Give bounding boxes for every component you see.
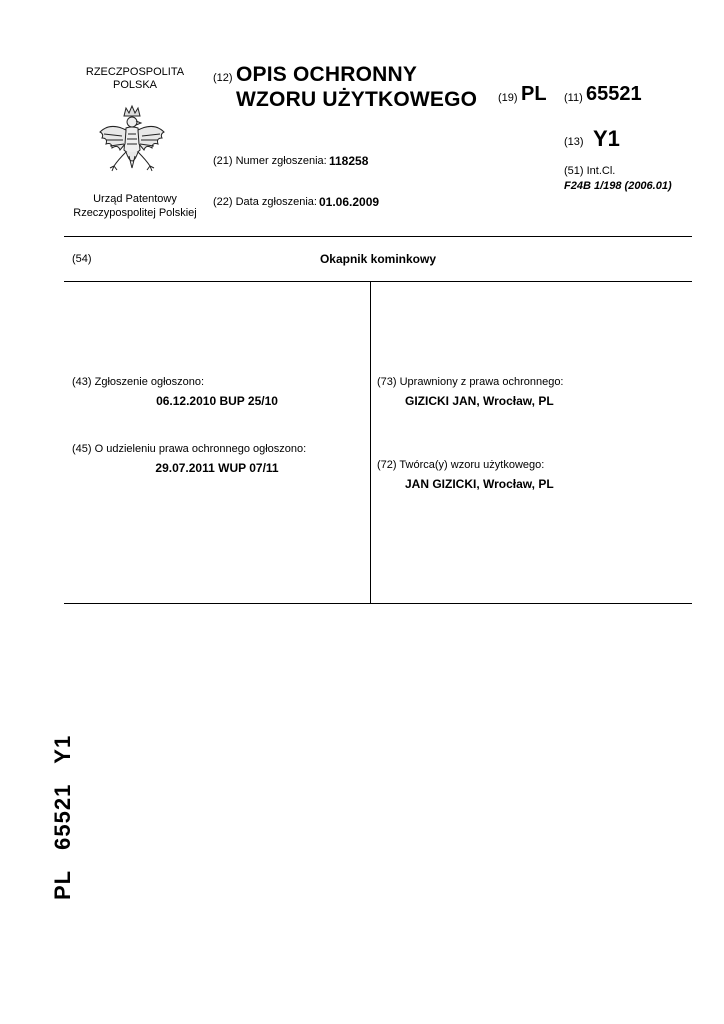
doc-title-line2: WZORU UŻYTKOWEGO	[236, 88, 478, 111]
owner-value: GIZICKI JAN, Wrocław, PL	[405, 394, 554, 408]
divider-bottom	[64, 603, 692, 604]
code-54: (54)	[72, 253, 92, 265]
divider-middle	[64, 281, 692, 282]
country-name	[70, 66, 200, 92]
utility-model-title: Okapnik kominkowy	[319, 252, 437, 266]
office-line1: Urząd Patentowy	[93, 193, 177, 205]
granted-value: 29.07.2011 WUP 07/11	[155, 461, 279, 475]
patent-number: 65521	[586, 83, 642, 105]
side-number: 65521	[50, 783, 75, 850]
code-13: (13)	[564, 136, 584, 148]
side-kind: Y1	[50, 734, 75, 764]
published-label: (43) Zgłoszenie ogłoszono:	[72, 376, 205, 388]
column-divider	[370, 281, 371, 603]
owner-label: (73) Uprawniony z prawa ochronnego:	[377, 376, 564, 388]
side-country: PL	[50, 869, 75, 900]
code-11: (11)	[564, 92, 583, 104]
code-12: (12)	[213, 72, 233, 84]
doc-title-line1: OPIS OCHRONNY	[236, 63, 418, 86]
app-number-label: (21) Numer zgłoszenia:	[213, 155, 327, 167]
granted-label: (45) O udzieleniu prawa ochronnego ogłoszono:	[72, 443, 307, 455]
app-date-value: 01.06.2009	[319, 195, 380, 209]
app-number-value: 118258	[329, 154, 369, 168]
side-identifier	[50, 715, 76, 900]
creator-value: JAN GIZICKI, Wrocław, PL	[405, 477, 554, 491]
intcl-value: F24B 1/198 (2006.01)	[564, 180, 672, 192]
country-code: PL	[521, 83, 547, 105]
code-19: (19)	[498, 92, 518, 104]
app-date-label: (22) Data zgłoszenia:	[213, 196, 317, 208]
country-line1: RZECZPOSPOLITA	[85, 66, 185, 78]
office-name	[60, 192, 210, 220]
country-line2: POLSKA	[112, 79, 158, 91]
office-line2: Rzeczypospolitej Polskiej	[73, 207, 197, 219]
published-value: 06.12.2010 BUP 25/10	[156, 394, 278, 408]
creator-label: (72) Twórca(y) wzoru użytkowego:	[377, 459, 545, 471]
intcl-label: (51) Int.Cl.	[564, 165, 616, 177]
divider-top	[64, 236, 692, 237]
kind-code: Y1	[593, 126, 620, 151]
eagle-emblem-icon	[96, 104, 168, 182]
